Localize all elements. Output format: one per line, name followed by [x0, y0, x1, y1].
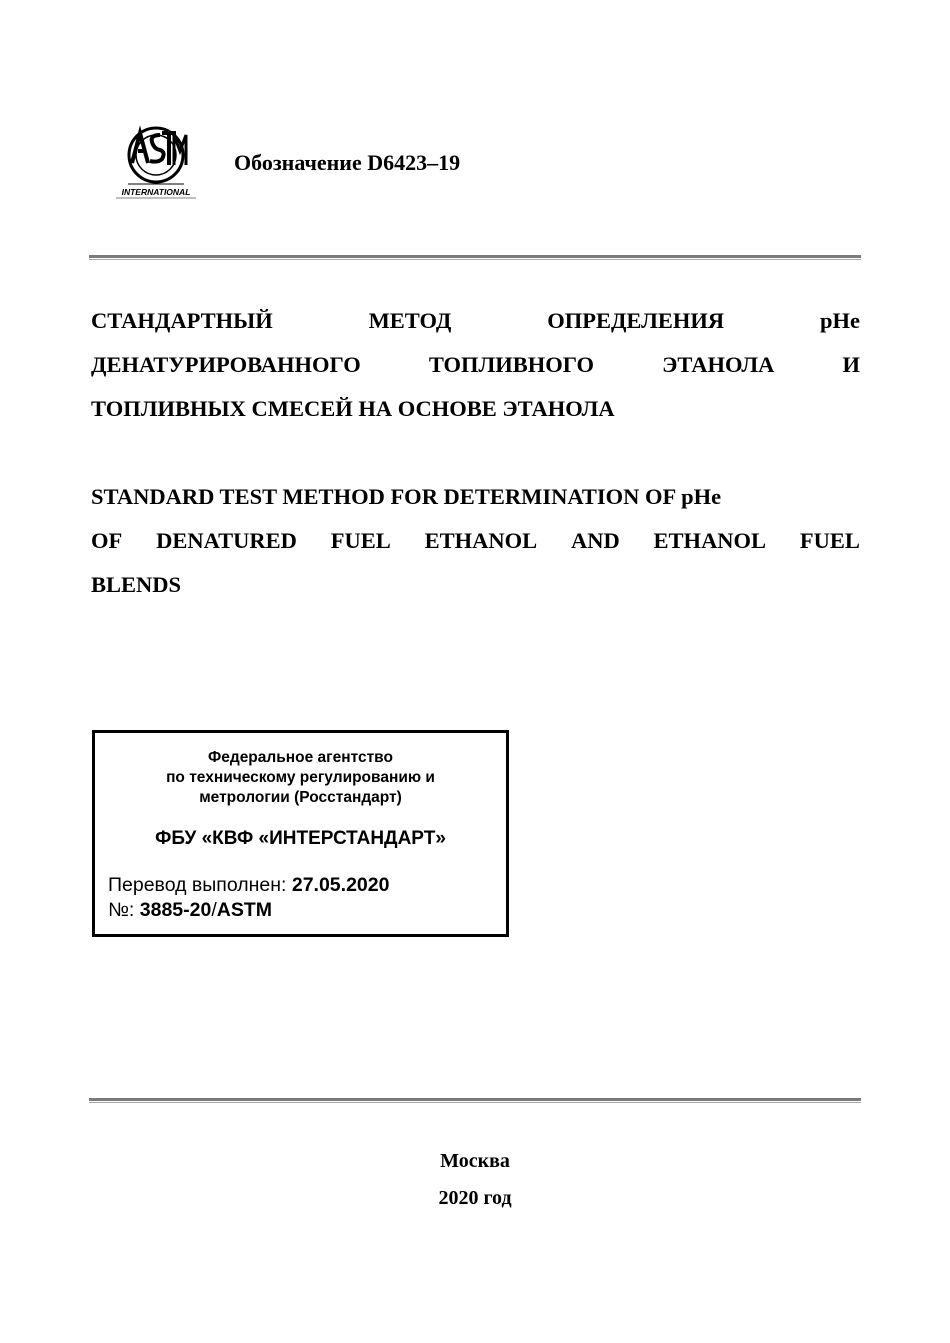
- translation-number: 3885-20: [139, 899, 212, 921]
- translation-number-row: №: 3885-20/ASTM: [108, 899, 273, 921]
- agency-name: Федеральное агентство по техническому регулированию и метрологии (Росстандарт): [166, 749, 435, 806]
- document-designation: Обозначение D6423–19: [234, 150, 461, 175]
- title-en-word: OF: [91, 528, 123, 553]
- title-en-word: FUEL: [330, 528, 391, 553]
- title-ru-word: ДЕНАТУРИРОВАННОГО: [91, 352, 361, 377]
- city: Москва: [440, 1150, 510, 1172]
- title-en-word: AND: [570, 528, 620, 553]
- title-en-line-1: STANDARD TEST METHOD FOR DETERMINATION OF pHe: [91, 484, 722, 509]
- title-ru-line-1: [91, 306, 860, 336]
- translation-stamp: [92, 730, 509, 937]
- title-ru-word: pHe: [819, 308, 860, 333]
- svg-text:INTERNATIONAL: INTERNATIONAL: [121, 187, 191, 197]
- year: 2020 год: [438, 1187, 512, 1209]
- organization-name: ФБУ «КВФ «ИНТЕРСТАНДАРТ»: [155, 828, 446, 849]
- title-ru-word: ЭТАНОЛА: [662, 352, 775, 377]
- title-en-word: ETHANOL: [653, 528, 767, 553]
- title-en-line-2: [91, 526, 860, 556]
- title-en-word: ETHANOL: [424, 528, 538, 553]
- top-divider: [89, 255, 861, 261]
- title-en-word: FUEL: [799, 528, 860, 553]
- bottom-divider: [89, 1098, 861, 1104]
- title-ru-word: ОПРЕДЕЛЕНИЯ: [547, 308, 725, 333]
- title-ru-word: И: [842, 352, 860, 377]
- title-en-word: DENATURED: [156, 528, 297, 553]
- title-ru-line-2: [91, 350, 860, 380]
- translation-date: 27.05.2020: [291, 874, 390, 896]
- title-ru-word: МЕТОД: [368, 308, 452, 333]
- title-ru-line-3: ТОПЛИВНЫХ СМЕСЕЙ НА ОСНОВЕ ЭТАНОЛА: [91, 396, 615, 421]
- title-en-line-3: BLENDS: [91, 572, 182, 597]
- title-ru-word: СТАНДАРТНЫЙ: [91, 308, 273, 333]
- translation-date-row: Перевод выполнен: 27.05.2020: [108, 874, 390, 896]
- title-ru-word: ТОПЛИВНОГО: [428, 352, 595, 377]
- astm-international-logo: [110, 125, 200, 201]
